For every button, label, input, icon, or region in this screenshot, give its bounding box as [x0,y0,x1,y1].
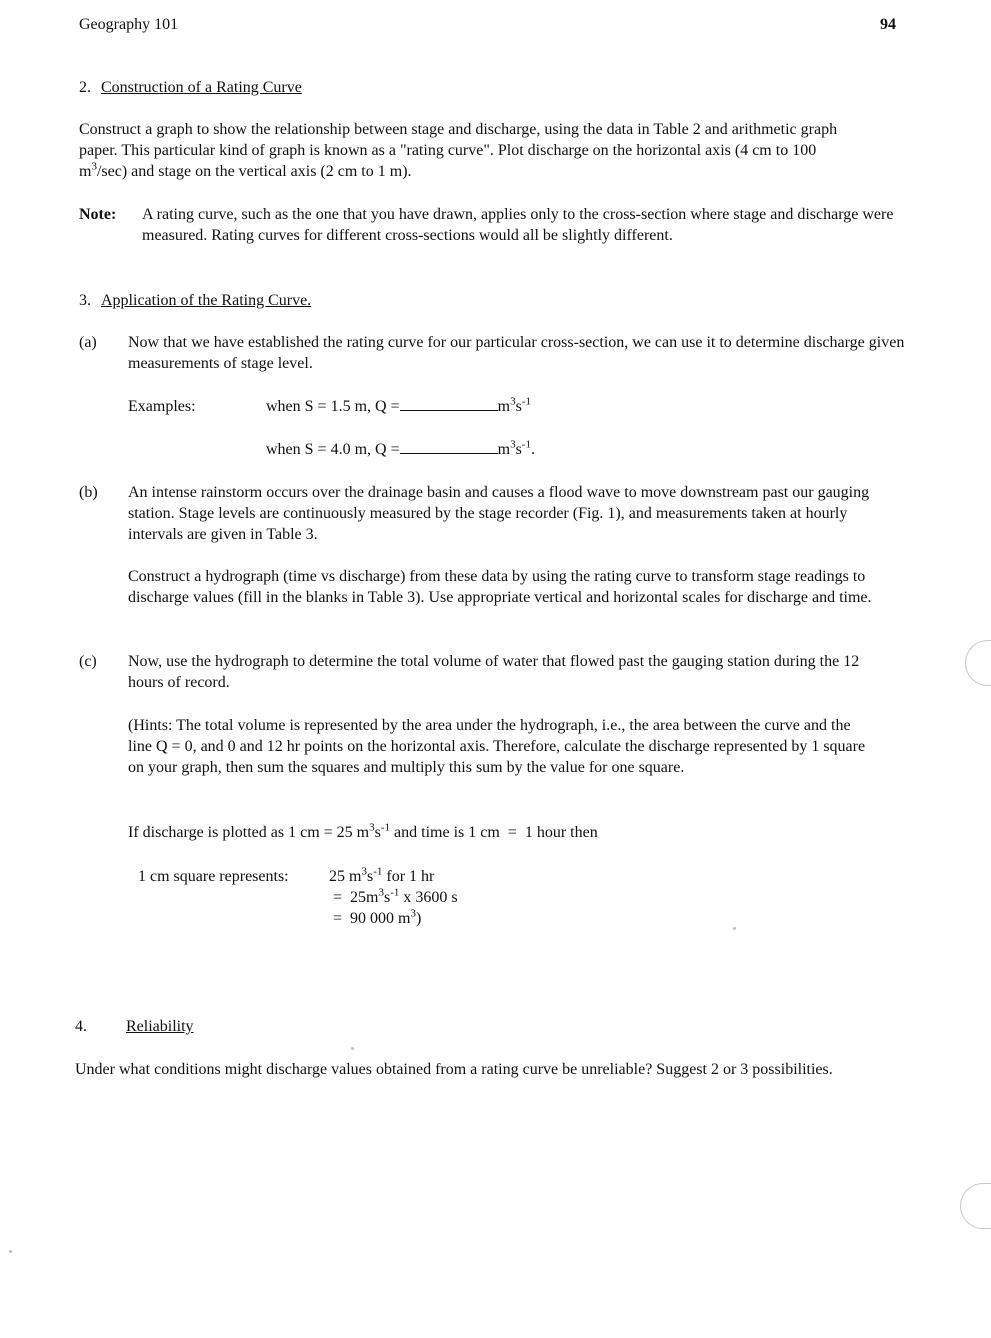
item-c-text-1: Now, use the hydrograph to determine the total volume of water that flowed past the gauging station during the 12 hours of record. [128,653,860,691]
section-4-text: Under what conditions might discharge values obtained from a rating curve be unreliable? Suggest 2 or 3 possibilities. [75,1061,833,1078]
section-2-heading [79,77,302,98]
calc-2-b: s [383,889,391,906]
item-a-text: Now that we have established the rating curve for our particular cross-section, we can use it to determine discharge given measurements of stage level. [128,334,905,372]
example-2 [266,439,535,460]
binder-hole-mark [960,1183,991,1229]
superscript: 3 [91,160,97,173]
superscript: -1 [380,821,391,834]
calc-2-c: x 3600 s [399,889,458,906]
example-2-unit: m [497,441,511,458]
section-4-title: Reliability [126,1018,194,1035]
superscript: 3 [510,438,516,451]
calc-1-a: 25 m [329,868,362,885]
superscript: -1 [390,886,400,899]
note-text: A rating curve, such as the one that you have drawn, applies only to the cross-section where stage and discharge were measured. Rating curves for different cross-sections would all be slightly different. [142,206,894,244]
superscript: 3 [378,886,384,899]
represents-label: 1 cm square represents: [138,868,289,885]
superscript: 3 [361,865,367,878]
item-b-text-2: Construct a hydrograph (time vs discharge) from these data by using the rating curve to transform stage readings to discharge values (fill in the blanks in Table 3). Use appropriate vertical and horizontal scales for discharge and time. [128,568,872,606]
item-c-hints: (Hints: The total volume is represented by the area under the hydrograph, i.e., the area between the curve and the line Q = 0, and 0 and 12 hr points on the horizontal axis. Therefore, calculate the discharge represented by 1 square on your graph, then sum the squares and multiply this sum by the value for one square. [128,717,866,776]
calc-line-1 [329,866,434,887]
page-number: 94 [880,16,896,33]
section-2-paragraph [79,119,849,182]
item-b-text-1: An intense rainstorm occurs over the drainage basin and causes a flood wave to move downstream past our gauging station. Stage levels are continuously measured by the stage recorder (Fig. 1), and measurements taken at hourly intervals are given in Table 3. [128,484,870,543]
example-1 [266,396,531,417]
scale-text-c: and time is 1 cm = 1 hour then [390,824,598,841]
calc-3-a: = 90 000 m [333,910,411,927]
binder-hole-mark [965,640,991,686]
calc-3-c: ) [415,910,422,927]
section-3-title: Application of the Rating Curve. [101,292,312,309]
scan-speck [351,1047,354,1050]
superscript: -1 [373,865,383,878]
calc-line-3 [333,908,421,929]
item-c-label: (c) [79,653,97,670]
note-label: Note: [79,206,117,223]
answer-blank-2[interactable] [400,453,498,454]
calc-1-b: s [366,868,374,885]
scan-speck [733,927,736,930]
example-1-unit-s: s [515,398,522,415]
superscript: 3 [410,907,416,920]
calc-2-a: = 25m [333,889,379,906]
superscript: -1 [521,438,531,451]
scan-speck [9,1250,12,1253]
superscript: 3 [510,395,516,408]
item-b-label: (b) [79,484,98,501]
section-2-text-a: Construct a graph to show the relationship between stage and discharge, using the data in Table 2 and arithmetic graph paper. This particular kind of graph is known as a "rating curve". Plot discharge on the horizontal axis (4 cm to 100 m [79,121,838,180]
item-a-label: (a) [79,334,97,351]
scale-text-b: s [374,824,381,841]
section-2-text-b: /sec) and stage on the vertical axis (2 cm to 1 m). [96,163,412,180]
section-2-title: Construction of a Rating Curve [101,79,302,96]
superscript: -1 [521,395,531,408]
scale-text-a: If discharge is plotted as 1 cm = 25 m [128,824,370,841]
section-3-number: 3. [79,292,91,309]
calc-line-2 [333,887,458,908]
answer-blank-1[interactable] [400,410,498,411]
section-3-heading [79,290,311,311]
header-course: Geography 101 [79,16,179,33]
example-2-end: . [530,441,535,458]
scale-statement [128,822,598,843]
superscript: 3 [369,821,375,834]
section-2-number: 2. [79,79,91,96]
example-2-unit-s: s [515,441,522,458]
example-1-unit: m [497,398,511,415]
example-2-prefix: when S = 4.0 m, Q = [266,441,400,458]
example-1-prefix: when S = 1.5 m, Q = [266,398,400,415]
examples-label: Examples: [128,398,196,415]
section-4-number: 4. [75,1018,87,1035]
calc-1-c: for 1 hr [382,868,435,885]
